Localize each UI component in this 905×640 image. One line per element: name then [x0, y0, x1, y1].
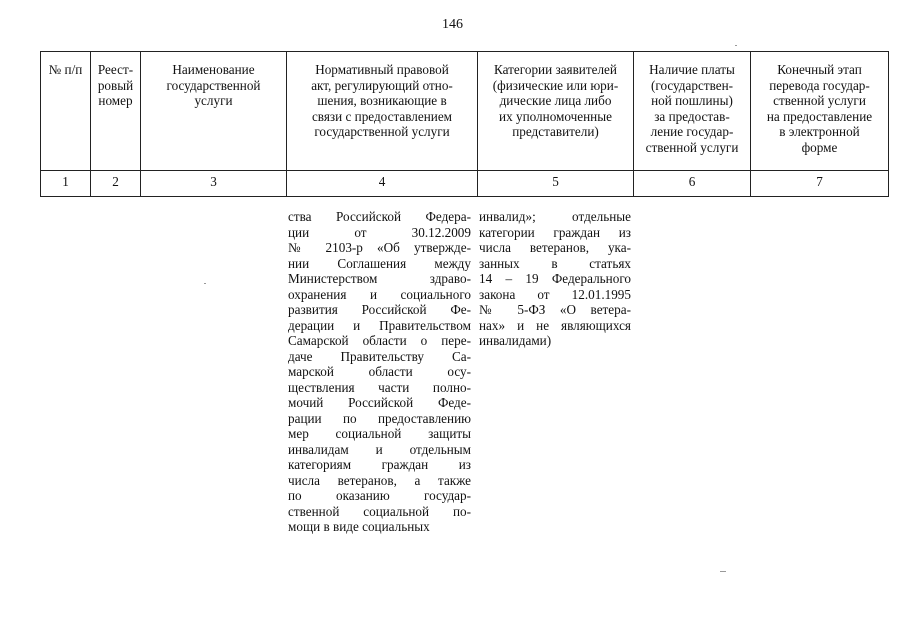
header-cell-7: Конечный этап перевода государ- ственной услуги на предоставление в электронной форме — [751, 52, 889, 171]
column-number-cell: 2 — [91, 171, 141, 197]
text-line: Самарской области о пере- — [288, 333, 471, 348]
header-cell-5: Категории заявителей (физические или юри- дические лица либо их уполномоченные представители) — [478, 52, 634, 171]
column-number-cell: 4 — [287, 171, 478, 197]
text-line: № 2103-р «Об утвержде- — [288, 240, 471, 255]
column-number-cell: 3 — [141, 171, 287, 197]
text-line: развития Российской Фе- — [288, 302, 471, 317]
column-number-cell: 1 — [41, 171, 91, 197]
column-number-cell: 7 — [751, 171, 889, 197]
text-line: занных в статьях — [479, 255, 631, 271]
text-line: ства Российской Федера- — [288, 209, 471, 224]
text-line: инвалид»; отдельные — [479, 209, 631, 224]
column-number-cell: 6 — [634, 171, 751, 197]
text-line: рации по предоставлению — [288, 410, 471, 426]
text-line: ции от 30.12.2009 — [288, 224, 471, 240]
header-cell-3: Наименование государственной услуги — [141, 52, 287, 171]
text-line: ществления части полно- — [288, 379, 471, 395]
text-line: мощи в виде социальных — [288, 519, 430, 534]
text-line: Министерством здраво- — [288, 271, 471, 286]
services-table — [40, 51, 889, 197]
text-line: охранения и социального — [288, 286, 471, 302]
text-line: ственной социальной по- — [288, 503, 471, 519]
text-line: нии Соглашения между — [288, 255, 471, 271]
header-cell-1: № п/п — [41, 52, 91, 171]
text-line: по оказанию государ- — [288, 488, 471, 503]
column-number-cell: 5 — [478, 171, 634, 197]
header-cell-6: Наличие платы (государствен- ной пошлины) за предостав- ление государ- ственной услуги — [634, 52, 751, 171]
text-line: числа ветеранов, ука- — [479, 240, 631, 255]
text-line: инвалидам и отдельным — [288, 441, 471, 457]
regulatory-act-continuation — [288, 209, 471, 535]
text-line: 14 – 19 Федерального — [479, 271, 631, 286]
text-line: марской области осу- — [288, 364, 471, 379]
header-cell-2: Реест- ровый номер — [91, 52, 141, 171]
column-number-row — [41, 171, 889, 197]
text-line: категории граждан из — [479, 224, 631, 240]
scan-speck — [735, 45, 737, 46]
text-line: мер социальной защиты — [288, 426, 471, 441]
text-line: инвалидами) — [479, 333, 552, 348]
text-line: дерации и Правительством — [288, 317, 471, 333]
scan-speck — [720, 571, 726, 572]
applicant-categories-continuation — [479, 209, 631, 349]
text-line: закона от 12.01.1995 — [479, 286, 631, 302]
page-number: 146 — [442, 17, 463, 32]
header-cell-4: Нормативный правовой акт, регулирующий отно- шения, возникающие в связи с предоставлением государственной услуги — [287, 52, 478, 171]
text-line: мочий Российской Феде- — [288, 395, 471, 410]
text-line: числа ветеранов, а также — [288, 472, 471, 488]
scan-speck — [204, 283, 206, 284]
text-line: нах» и не являющихся — [479, 317, 631, 333]
text-line: № 5-ФЗ «О ветера- — [479, 302, 631, 317]
text-line: категориям граждан из — [288, 457, 471, 472]
text-line: даче Правительству Са- — [288, 348, 471, 364]
header-row — [41, 52, 889, 171]
